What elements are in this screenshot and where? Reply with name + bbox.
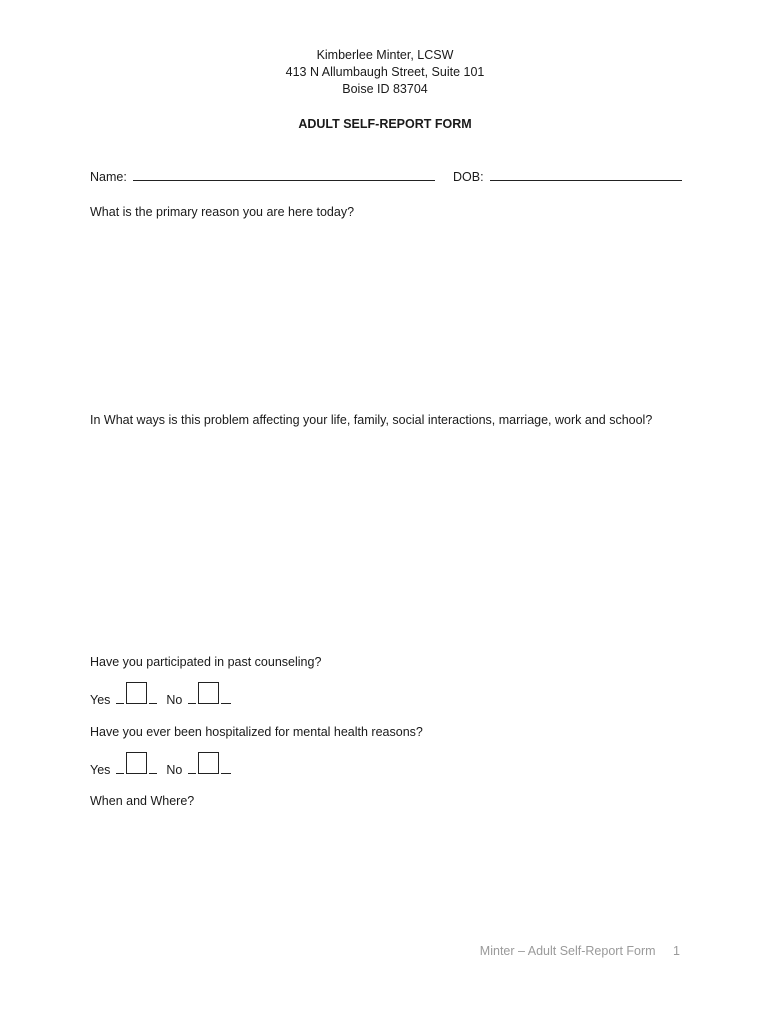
dob-label: DOB: xyxy=(453,170,484,184)
form-title: ADULT SELF-REPORT FORM xyxy=(298,117,472,131)
past-counseling-options xyxy=(90,682,231,707)
question-problem-impact: In What ways is this problem affecting your life, family, social interactions, marriage, work and school? xyxy=(90,413,653,427)
question-when-where: When and Where? xyxy=(90,794,195,808)
question-primary-reason: What is the primary reason you are here today? xyxy=(90,205,355,219)
question-past-counseling: Have you participated in past counseling? xyxy=(90,655,322,669)
page-number: 1 xyxy=(673,944,680,958)
hospitalized-yes-checkbox[interactable] xyxy=(126,752,147,774)
answer-area-primary-reason[interactable] xyxy=(90,226,680,406)
name-field[interactable] xyxy=(133,180,435,181)
hospitalized-options xyxy=(90,752,231,777)
past-counseling-yes-checkbox[interactable] xyxy=(126,682,147,704)
name-label: Name: xyxy=(90,170,127,184)
page-footer xyxy=(480,944,680,958)
practice-address: 413 N Allumbaugh Street, Suite 101 xyxy=(285,65,485,79)
hospitalized-no-checkbox[interactable] xyxy=(198,752,219,774)
practitioner-name: Kimberlee Minter, LCSW xyxy=(316,48,454,62)
no-label: No xyxy=(166,763,183,777)
dob-row xyxy=(453,170,682,184)
dob-field[interactable] xyxy=(490,180,682,181)
footer-text: Minter – Adult Self-Report Form xyxy=(479,944,656,958)
question-hospitalized: Have you ever been hospitalized for mental health reasons? xyxy=(90,725,423,739)
practice-city: Boise ID 83704 xyxy=(342,82,428,96)
answer-area-when-where[interactable] xyxy=(90,815,680,925)
no-label: No xyxy=(166,693,183,707)
yes-label: Yes xyxy=(90,693,111,707)
answer-area-problem-impact[interactable] xyxy=(90,434,680,649)
name-row xyxy=(90,170,435,184)
yes-label: Yes xyxy=(90,763,111,777)
past-counseling-no-checkbox[interactable] xyxy=(198,682,219,704)
